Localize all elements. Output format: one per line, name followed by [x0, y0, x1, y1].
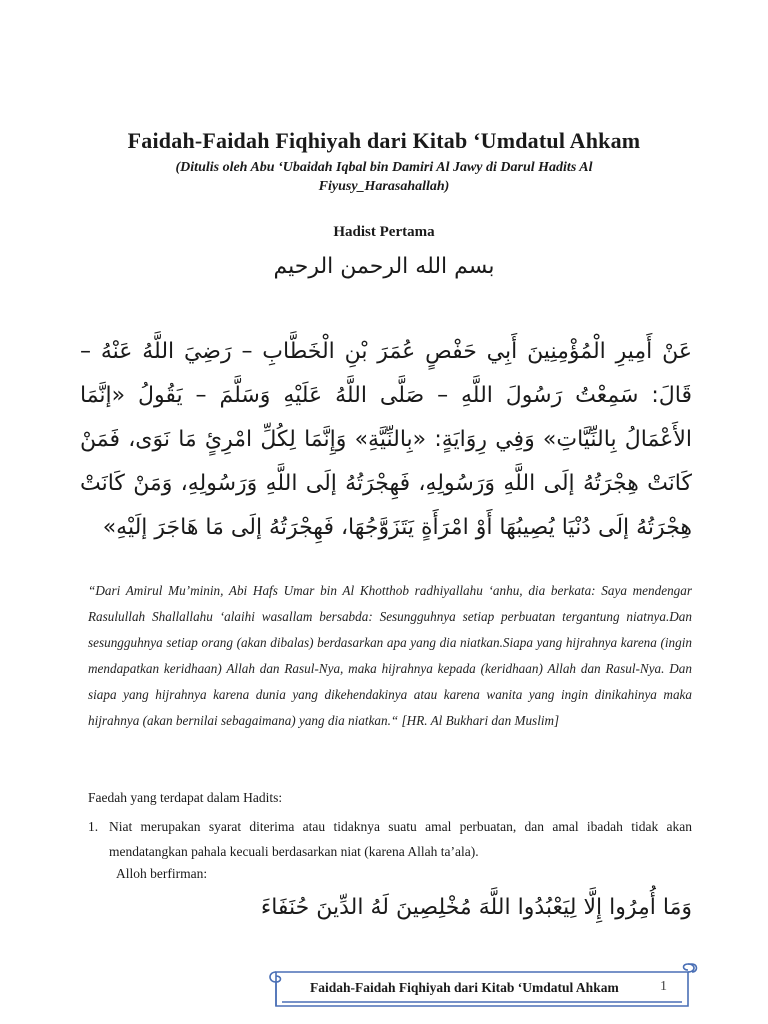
document-subtitle: (Ditulis oleh Abu ‘Ubaidah Iqbal bin Damiri Al Jawy di Darul Hadits Al Fiyusy_Harasahallah): [175, 160, 593, 194]
list-item-text: Niat merupakan syarat diterima atau tidaknya suatu amal perbuatan, dan amal ibadah tidak akan mendatangkan pahala kecuali berdasarkan niat (karena Allah ta’ala).: [109, 819, 692, 859]
document-title: Faidah-Faidah Fiqhiyah dari Kitab ‘Umdatul Ahkam: [127, 128, 641, 153]
list-item-number: 1.: [88, 819, 99, 834]
footer-page-number: 1: [660, 979, 667, 994]
faedah-heading: Faedah yang terdapat dalam Hadits:: [88, 790, 283, 805]
quran-verse-arabic: وَمَا أُمِرُوا إِلَّا لِيَعْبُدُوا اللَّهَ مُخْلِصِينَ لَهُ الدِّينَ حُنَفَاءَ: [260, 895, 692, 920]
basmala-text: بسم الله الرحمن الرحيم: [273, 254, 495, 279]
faedah-list-item: [88, 814, 692, 864]
footer-title: Faidah-Faidah Fiqhiyah dari Kitab ‘Umdatul Ahkam: [310, 980, 619, 995]
hadith-arabic-text: عَنْ أَمِيرِ الْمُؤْمِنِينَ أَبِي حَفْصٍ عُمَرَ بْنِ الْخَطَّابِ – رَضِيَ اللَّهُ عَنْهُ – قَالَ: سَمِعْتُ رَسُولَ اللَّهِ – صَلَّى اللَّهُ عَلَيْهِ وَسَلَّمَ – يَقُولُ «إنَّمَا الأَعْمَالُ بِالنِّيَّاتِ» وَفِي رِوَايَةٍ: «بِالنِّيَّةِ» وَإِنَّمَا لِكُلِّ امْرِئٍ مَا نَوَى، فَمَنْ كَانَتْ هِجْرَتُهُ إلَى اللَّهِ وَرَسُولِهِ، فَهِجْرَتُهُ إلَى اللَّهِ وَرَسُولِهِ، وَمَنْ كَانَتْ هِجْرَتُهُ إلَى دُنْيَا يُصِيبُهَا أَوْ امْرَأَةٍ يَتَزَوَّجُهَا، فَهِجْرَتُهُ إلَى مَا هَاجَرَ إلَيْهِ»: [80, 339, 692, 540]
section-heading: Hadist Pertama: [333, 224, 435, 240]
hadith-translation: “Dari Amirul Mu’minin, Abi Hafs Umar bin Al Khotthob radhiyallahu ‘anhu, dia berkata: Saya mendengar Rasulullah Shallallahu ‘alaihi wasallam bersabda: Sesungguhnya setiap perbuatan tergantung niatnya.Dan sesungguhnya setiap orang (akan dibalas) berdasarkan apa yang dia niatkan.Siapa yang hijrahnya karena (ingin mendapatkan keridhaan) Allah dan Rasul-Nya, maka hijrahnya kepada (keridhaan) Allah dan Rasul-Nya. Dan siapa yang hijrahnya karena dunia yang dikehendakinya atau karena wanita yang ingin dinikahinya maka hijrahnya (akan bernilai sebagaimana) yang dia niatkan.“ [HR. Al Bukhari dan Muslim]: [88, 583, 692, 728]
alloh-berfirman-label: Alloh berfirman:: [116, 866, 208, 881]
